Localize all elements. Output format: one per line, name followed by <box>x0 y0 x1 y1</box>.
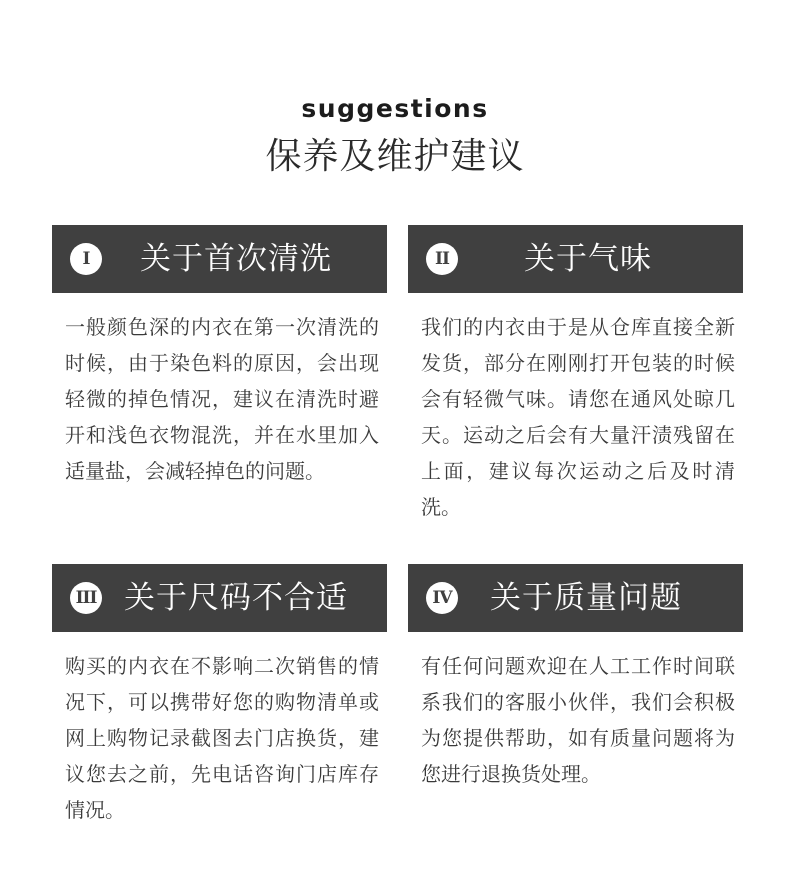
suggestion-card-size <box>52 564 387 828</box>
card-title: 关于气味 <box>524 241 652 277</box>
suggestion-card-first-wash <box>52 225 387 489</box>
card-header <box>52 564 387 632</box>
number-badge-icon: IV <box>426 582 458 614</box>
number-badge-icon: I <box>70 243 102 275</box>
suggestion-card-quality <box>408 564 743 792</box>
card-body: 购买的内衣在不影响二次销售的情况下，可以携带好您的购物清单或网上购物记录截图去门店换货，建议您去之前，先电话咨询门店库存情况。 <box>65 654 379 822</box>
card-title: 关于尺码不合适 <box>124 580 348 616</box>
number-badge-icon: III <box>70 582 102 614</box>
page-title: 保养及维护建议 <box>265 136 525 177</box>
card-header <box>408 225 743 293</box>
page-subtitle: suggestions <box>301 94 489 123</box>
card-title: 关于首次清洗 <box>140 241 332 277</box>
card-title: 关于质量问题 <box>490 580 682 616</box>
number-badge-icon: II <box>426 243 458 275</box>
card-body: 一般颜色深的内衣在第一次清洗的时候，由于染色料的原因，会出现轻微的掉色情况，建议在清洗时避开和浅色衣物混洗，并在水里加入适量盐，会减轻掉色的问题。 <box>65 315 379 483</box>
card-header <box>52 225 387 293</box>
card-body: 有任何问题欢迎在人工工作时间联系我们的客服小伙伴，我们会积极为您提供帮助，如有质量问题将为您进行退换货处理。 <box>421 654 735 786</box>
card-header <box>408 564 743 632</box>
card-body: 我们的内衣由于是从仓库直接全新发货，部分在刚刚打开包装的时候会有轻微气味。请您在通风处晾几天。运动之后会有大量汗渍残留在上面，建议每次运动之后及时清洗。 <box>421 315 735 519</box>
suggestion-card-odor <box>408 225 743 525</box>
